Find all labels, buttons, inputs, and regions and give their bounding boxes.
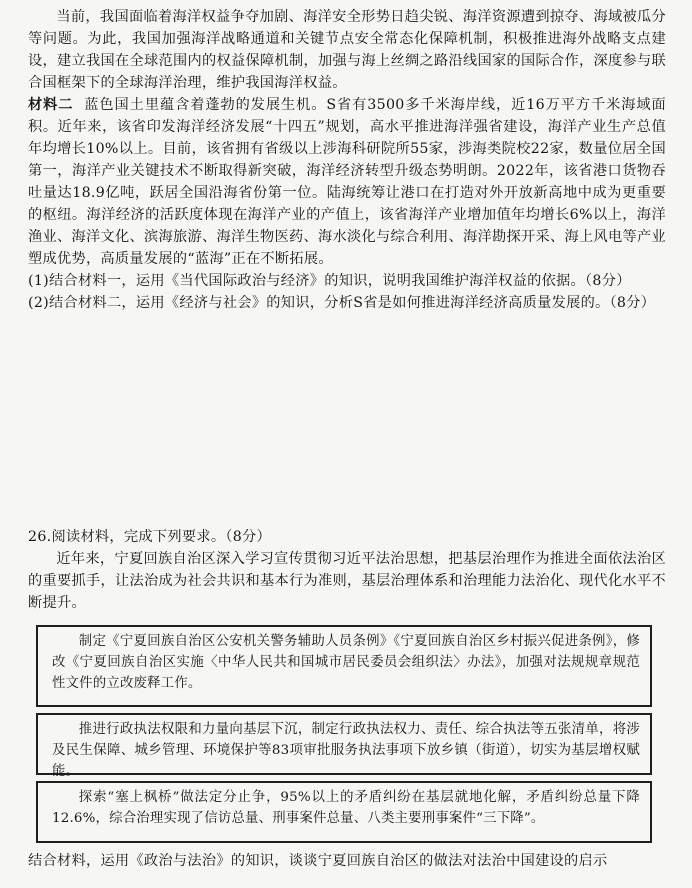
question-26-title: 26.阅读材料，完成下列要求。（8分） <box>28 529 272 545</box>
material-box-1 <box>36 625 652 707</box>
material-box-1-text: 制定《宁夏回族自治区公安机关警务辅助人员条例》《宁夏回族自治区乡村振兴促进条例》，修改《宁夏回族自治区实施〈中华人民共和国城市居民委员会组织法〉办法》，加强对法规规章规范性文件的立改废释工作。 <box>52 634 640 691</box>
material2-label: 材料二 <box>28 97 74 113</box>
final-question <box>28 850 666 872</box>
question-26-intro: 近年来，宁夏回族自治区深入学习宣传贯彻习近平法治思想，把基层治理作为推进全面依法治区的重要抓手，让法治成为社会共识和基本行为准则，基层治理体系和治理能力法治化、现代化水平不断提升。 <box>28 551 666 611</box>
question-26 <box>28 526 666 614</box>
material-box-2-text: 推进行政执法权限和力量向基层下沉，制定行政执法权力、责任、综合执法等五张清单，将涉及民生保障、城乡管理、环境保护等83项审批服务执法事项下放乡镇（街道），切实为基层增权赋能。 <box>52 722 640 779</box>
material2-text: 蓝色国土里蕴含着蓬勃的发展生机。S省有3500多千米海岸线，近16万平方千米海域面积。近年来，该省印发海洋经济发展“十四五”规划，高水平推进海洋强省建设，海洋产业生产总值年均增长10%以上。目前，该省拥有省级以上涉海科研院所55家，涉海类院校22家，数量位居全国第一，海洋产业关键技术不断取得新突破，海洋经济转型升级态势明朗。2022年，该省港口货物吞吐量达18.9亿吨，跃居全国沿海省份第一位。陆海统筹让港口在打造对外开放新高地中成为更重要的枢纽。海洋经济的活跃度体现在海洋产业的产值上，该省海洋产业增加值年均增长6%以上，海洋渔业、海洋文化、滨海旅游、海洋生物医药、海水淡化与综合利用、海洋勘探开采、海上风电等产业塑成优势，高质量发展的“蓝海”正在不断拓展。 <box>28 97 666 267</box>
material-section <box>28 6 666 314</box>
material-box-3 <box>36 781 652 843</box>
question-2: (2)结合材料二，运用《经济与社会》的知识，分析S省是如何推进海洋经济高质量发展的。（8分） <box>28 295 656 311</box>
material1-paragraph: 当前，我国面临着海洋权益争夺加剧、海洋安全形势日趋尖锐、海洋资源遭到掠夺、海域被瓜分等问题。为此，我国加强海洋战略通道和关键节点安全常态化保障机制，积极推进海外战略支点建设，建立我国在全球范围内的权益保障机制，加强与海上丝绸之路沿线国家的国际合作，深度参与联合国框架下的全球海洋治理，维护我国海洋权益。 <box>28 9 666 91</box>
question-1: (1)结合材料一，运用《当代国际政治与经济》的知识，说明我国维护海洋权益的依据。（8分） <box>28 273 631 289</box>
material2-paragraph <box>28 94 666 270</box>
final-question-text: 结合材料，运用《政治与法治》的知识，谈谈宁夏回族自治区的做法对法治中国建设的启示 <box>28 853 608 869</box>
material-box-3-text: 探索“塞上枫桥”做法定分止争，95%以上的矛盾纠纷在基层就地化解，矛盾纠纷总量下降12.6%，综合治理实现了信访总量、刑事案件总量、八类主要刑事案件“三下降”。 <box>52 790 640 826</box>
material-box-2 <box>36 713 652 779</box>
